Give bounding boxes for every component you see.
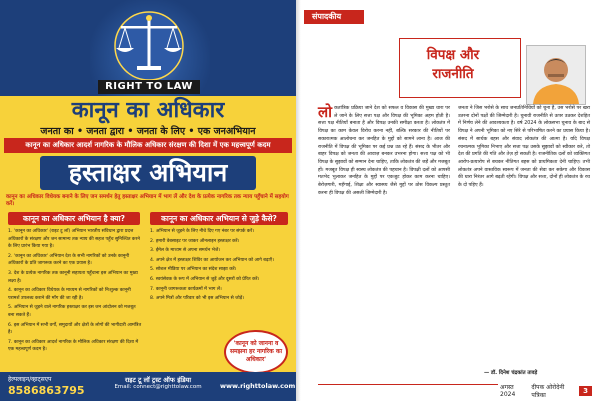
headline-line-1: विपक्ष और	[426, 47, 480, 63]
list-item: 7. कानूनी जागरूकता कार्यक्रमों में भाग लें।	[150, 286, 222, 292]
quote-badge	[224, 330, 288, 374]
list-item: 8. अपने मित्रों और परिवार को भी इस अभियान से जोड़ें।	[150, 296, 244, 302]
list-item: 3. ईमेल के माध्यम से अपना समर्थन भेजें।	[150, 248, 221, 254]
list-item: 1. अभियान से जुड़ने के लिए नीचे दिए गए नंबर पर संपर्क करें।	[150, 229, 255, 234]
organisation-name: राइट टू लॉ ट्रस्ट ऑफ इंडिया	[124, 376, 192, 384]
headline-line-2: राजनीति	[432, 66, 474, 82]
campaign-title: हस्ताक्षर अभियान	[40, 156, 256, 190]
editorial-paragraph: जनता ने जिस भरोसे के साथ जनप्रतिनिधियों को चुना है, उस भरोसे पर खरा उतरना दोनों पक्षों की जिम्मेदारी है। चुनावी राजनीति से ऊपर उठकर देशहित में निर्णय लेने की आवश्यकता है। वर्ष 2024 के लोकसभा चुनाव के बाद से विपक्ष ने अपनी भूमिका को नए सिरे से परिभाषित करने का प्रयास किया है। संसद में सार्थक बहस और संवाद लोकतंत्र की आत्मा है। यदि विपक्ष रचनात्मक भूमिका निभाए और सत्ता पक्ष उसके सुझावों को स्वीकार करे, तो देश की प्रगति की गति और तेज़ हो सकती है। राजनीतिक दलों को व्यक्तिगत आरोप-प्रत्यारोप से बचकर नीतिगत बहस को प्राथमिकता देनी चाहिए। तभी लोकतंत्र अपने वास्तविक स्वरूप में जनता की सेवा कर सकेगा और विकास की धारा निरंतर आगे बढ़ती रहेगी। विपक्ष और सत्ता, दोनों ही लोकतंत्र के रथ के दो पहिए हैं।	[458, 106, 590, 189]
person-portrait-icon	[527, 46, 585, 104]
editorial-paragraph: कतांत्रिक प्रक्रिया जाने देश को सफल व विकास की मुख्य धारा पर ले जाने के लिए सत्ता पक्ष और विपक्ष की भूमिका अहम होती है। सत्ता पक्ष नीतियाँ बनाता है और विपक्ष उनकी समीक्षा करता है। लोकतंत्र में विपक्ष का काम केवल विरोध करना नहीं, बल्कि सरकार की नीतियों पर सकारात्मक आलोचना कर जनहित के मुद्दों को सामने लाना है। आज की राजनीति में विपक्ष की भूमिका पर कई प्रश्न उठ रहे हैं। संसद के भीतर और बाहर विपक्ष को जनता की आवाज़ बनकर उभरना होगा। सत्ता पक्ष को भी विपक्ष के सुझावों को सम्मान देना चाहिए, ताकि लोकतंत्र की जड़ें और मजबूत हों। मजबूत विपक्ष ही स्वस्थ लोकतंत्र की पहचान है। विपक्षी दलों को आपसी मतभेद भुलाकर जनहित के मुद्दों पर एकजुट होकर काम करना चाहिए। बेरोज़गारी, महँगाई, शिक्षा और स्वास्थ्य जैसे मुद्दों पर ठोस विकल्प प्रस्तुत करना ही विपक्ष की असली जिम्मेदारी है।	[318, 106, 450, 196]
ad-main-title: कानून का अधिकार	[71, 98, 225, 123]
page-number: 3	[579, 386, 592, 396]
list-item: 4. कानून का अधिकार विधेयक के माध्यम से नागरिकों को निःशुल्क कानूनी परामर्श उपलब्ध कराने की माँग की जा रही है।	[8, 288, 131, 301]
list-item: 6. इस अभियान में सभी वर्गों, समुदायों और क्षेत्रों के लोगों की भागीदारी आमंत्रित है।	[8, 322, 142, 336]
column-a-heading: कानून का अधिकार अभियान है क्या?	[8, 212, 140, 225]
page-footer	[500, 383, 592, 399]
section-label: संपादकीय	[304, 10, 364, 24]
column-b-heading: कानून का अधिकार अभियान से जुड़े कैसे?	[150, 212, 288, 225]
author-photo	[526, 45, 586, 105]
author-signature: — डॉ. दिनेश चंद्रकांत तावड़े	[484, 370, 538, 376]
page-gutter	[296, 0, 304, 401]
list-item: 4. अपने क्षेत्र में हस्ताक्षर शिविर का आयोजन कर अभियान को आगे बढ़ाएँ।	[150, 257, 274, 263]
magazine-name: दीपक ओरोदेनी पत्रिका	[531, 383, 565, 399]
list-item: 6. स्वयंसेवक के रूप में अभियान से जुड़ें और दूसरों को प्रेरित करें।	[150, 276, 260, 282]
list-item: 7. कानून का अधिकार आदर्श नागरिक के मौलिक अधिकार संरक्षण की दिशा में एक महत्त्वपूर्ण कदम है।	[8, 339, 139, 353]
what-is-campaign-list	[8, 228, 142, 356]
list-item: 3. देश के प्रत्येक नागरिक तक कानूनी सहायता पहुँचाना इस अभियान का मुख्य लक्ष्य है।	[8, 270, 138, 284]
list-item: 1. 'कानून का अधिकार' (राइट टू लॉ) अभियान भारतीय संविधान द्वारा प्रदत्त अधिकारों के संरक्षण और जन सामान्य तक न्याय की सहज पहुँच सुनिश्चित करने के लिए प्रारंभ किया गया है।	[8, 229, 140, 250]
ad-subtitle: जनता का • जनता द्वारा • जनता के लिए • एक जनअभियान	[40, 126, 256, 137]
ad-footer	[0, 372, 296, 401]
contact-email[interactable]: Email: connect@righttolaw.com	[114, 384, 202, 390]
ad-tagline-band: कानून का अधिकार आदर्श नागरिक के मौलिक अधिकार संरक्षण की दिशा में एक महत्त्वपूर्ण कदम	[4, 138, 292, 153]
how-to-join-list	[150, 228, 288, 305]
editorial-column-left	[318, 105, 450, 197]
logo-wordmark: RIGHT TO LAW	[98, 80, 200, 94]
list-item: 5. अभियान से जुड़ने वाले नागरिक हस्ताक्षर कर इस जन आंदोलन को मजबूत बना सकते हैं।	[8, 305, 136, 318]
issue-month: अगस्त 2024	[500, 384, 516, 398]
list-item: 5. सोशल मीडिया पर अभियान का संदेश साझा करें।	[150, 267, 237, 273]
helpline-phone[interactable]: 8586863795	[8, 384, 85, 397]
website-link[interactable]: www.righttolaw.com	[220, 382, 296, 390]
editorial-headline	[399, 46, 507, 84]
advertisement-page	[0, 0, 296, 401]
quote-badge-text: 'कानून को जानना व समझना हर नागरिक का अधिकार'	[229, 340, 282, 363]
list-item: 2. 'कानून का अधिकार' अभियान देश के सभी नागरिकों को उनके कानूनी अधिकारों के प्रति जागरूक करने का एक प्रयास है।	[8, 253, 130, 267]
footer-rule	[318, 384, 498, 385]
ad-note: कानून का अधिकार विधेयक बनाने के लिए जन समर्थन हेतु हस्ताक्षर अभियान में भाग लें और देश के प्रत्येक नागरिक तक न्याय पहुँचाने में सहयोग करें।	[6, 194, 289, 207]
drop-cap: लो	[318, 103, 333, 121]
list-item: 2. हमारी वेबसाइट पर जाकर ऑनलाइन हस्ताक्षर करें।	[150, 238, 240, 244]
scales-of-justice-icon	[103, 6, 195, 84]
helpline-label: हेल्पलाइन/व्हाट्सएप	[8, 376, 52, 383]
editorial-page	[304, 0, 600, 401]
editorial-column-right	[458, 105, 590, 190]
